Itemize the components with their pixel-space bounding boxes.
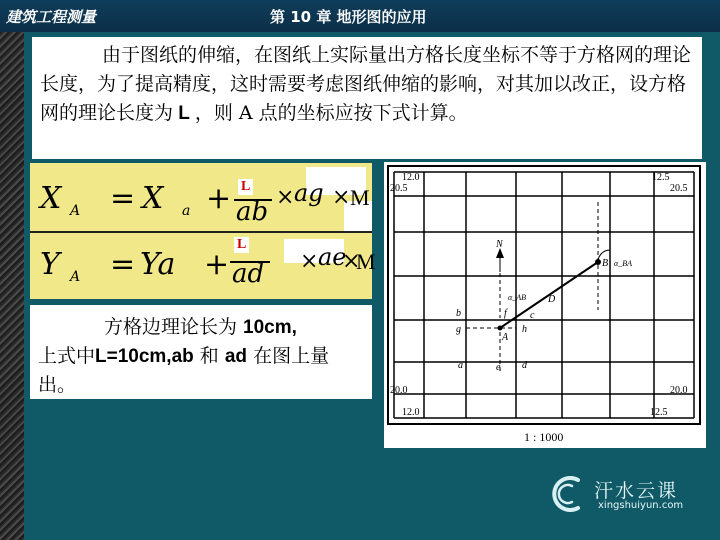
label-alpha-AB: α_AB: [508, 293, 526, 302]
logo-icon: [548, 472, 592, 516]
map-grid-lines: [394, 172, 694, 418]
label-tr-top: 12.5: [652, 172, 670, 183]
chapter-title: 第 10 章 地形图的应用: [270, 8, 427, 26]
brand-logo: [548, 470, 708, 520]
formula-y-den: ad: [232, 259, 265, 289]
formula-x-red-L: L: [238, 179, 253, 195]
label-B: B: [602, 258, 609, 269]
formula-x-times2: ×: [332, 185, 351, 210]
label-a: a: [458, 360, 463, 371]
label-br-right: 20.0: [670, 385, 688, 396]
formula-y-term: Ya: [140, 247, 176, 282]
label-e: e: [496, 362, 501, 373]
label-D: D: [548, 294, 556, 305]
label-g: g: [456, 324, 461, 335]
map-outer-border: [388, 166, 700, 424]
label-f: f: [504, 308, 507, 319]
formula-x-lhs-sub: A: [70, 203, 81, 219]
main-text-L: L: [173, 103, 195, 124]
formula-x: [36, 165, 372, 227]
slide-header: [0, 0, 720, 32]
label-tl-left: 20.5: [390, 183, 408, 194]
formula-y: [36, 233, 376, 295]
formula-x-eq: =: [110, 181, 136, 216]
formula-x-lhs: X: [40, 181, 62, 216]
label-bl-left: 20.0: [390, 385, 408, 396]
note-e: 和: [193, 345, 225, 367]
formula-y-times1: ×: [300, 249, 319, 274]
formula-x-term-sub: a: [182, 203, 191, 219]
main-text-a: 由于图纸的伸缩，在图纸上实际量出方格长度坐标不等于方格网的理论长度，为了提高精度，这时需要考虑图纸伸缩的影响，对其加以改正，设方格网的理论长度为: [40, 44, 692, 124]
left-decorative-stripe: [0, 0, 24, 540]
formula-y-times2: ×: [342, 249, 361, 274]
label-br-bottom: 12.5: [650, 407, 668, 418]
note-a: 方格边理论长为: [104, 316, 244, 338]
formula-y-num: ae: [318, 243, 347, 271]
map-scale-label: 1 : 1000: [524, 430, 564, 444]
label-bl-bottom: 12.0: [402, 407, 420, 418]
formula-y-lhs-sub: A: [70, 269, 81, 285]
logo-name: 汗水云课: [594, 480, 679, 502]
label-d: d: [522, 360, 527, 371]
point-B: [595, 259, 601, 265]
formula-x-times1: ×: [276, 185, 295, 210]
formula-panel: [30, 163, 376, 299]
formula-y-red-L: L: [234, 237, 249, 253]
formula-x-M: M: [350, 185, 370, 210]
formula-x-num: ag: [294, 179, 324, 207]
label-h: h: [522, 324, 527, 335]
grid-map-figure: [384, 162, 706, 448]
formula-x-term: X: [142, 181, 164, 216]
point-A: [498, 326, 503, 331]
label-tr-right: 20.5: [670, 183, 688, 194]
map-labels: [390, 172, 688, 444]
note-b: 10cm,: [243, 317, 297, 338]
logo-url: xingshuiyun.com: [598, 500, 684, 511]
note-g: 在图上量出。: [38, 345, 330, 396]
formula-y-M: M: [356, 249, 376, 274]
grid-map-svg: [384, 162, 706, 448]
formula-y-lhs: Y: [40, 247, 60, 282]
main-paragraph: [32, 37, 702, 159]
note-f: ad: [224, 346, 248, 367]
label-alpha-BA: α_BA: [614, 259, 632, 268]
label-c: c: [530, 310, 535, 321]
formula-x-plus: +: [206, 181, 232, 216]
main-text-b: ，则 A 点的坐标应按下式计算。: [194, 102, 468, 124]
label-b: b: [456, 308, 461, 319]
note-paragraph: [30, 305, 372, 399]
formula-y-eq: =: [110, 247, 136, 282]
note-c: 上式中: [38, 345, 96, 367]
map-dashed-lines: [466, 202, 598, 372]
note-d: L=10cm,ab: [95, 346, 194, 367]
label-tl-top: 12.0: [402, 172, 420, 183]
formula-x-den: ab: [236, 197, 269, 227]
course-title: 建筑工程测量: [6, 8, 97, 26]
formula-y-plus: +: [204, 247, 230, 282]
label-A: A: [502, 332, 509, 343]
label-N: N: [496, 239, 503, 250]
